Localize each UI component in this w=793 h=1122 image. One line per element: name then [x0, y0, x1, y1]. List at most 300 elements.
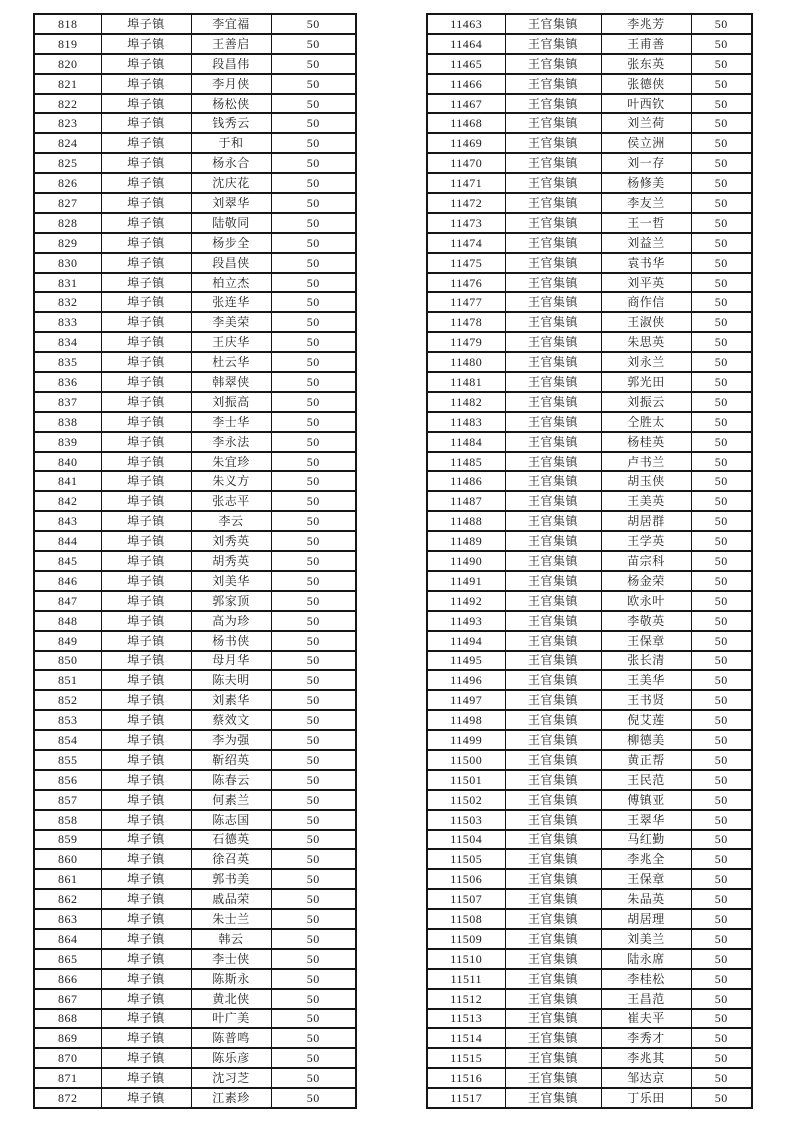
person-name-cell: 李秀才	[601, 1028, 691, 1048]
person-name-cell: 李宜福	[191, 14, 271, 34]
amount-cell: 50	[271, 551, 356, 571]
town-cell: 埠子镇	[101, 551, 191, 571]
amount-cell: 50	[691, 173, 752, 193]
amount-cell: 50	[271, 651, 356, 671]
person-name-cell: 杨永合	[191, 153, 271, 173]
row-id-cell: 858	[34, 810, 101, 830]
table-row	[427, 253, 752, 273]
town-cell: 埠子镇	[101, 452, 191, 472]
table-row	[34, 372, 356, 392]
table-row	[427, 273, 752, 293]
town-cell: 埠子镇	[101, 531, 191, 551]
table-row	[427, 233, 752, 253]
amount-cell: 50	[691, 372, 752, 392]
person-name-cell: 李美荣	[191, 312, 271, 332]
row-id-cell: 872	[34, 1088, 101, 1108]
person-name-cell: 袁书华	[601, 253, 691, 273]
table-row	[427, 153, 752, 173]
row-id-cell: 11500	[427, 750, 505, 770]
town-cell: 王官集镇	[505, 1088, 601, 1108]
amount-cell: 50	[271, 94, 356, 114]
person-name-cell: 胡居群	[601, 511, 691, 531]
town-cell: 王官集镇	[505, 233, 601, 253]
row-id-cell: 11506	[427, 869, 505, 889]
amount-cell: 50	[271, 1028, 356, 1048]
town-cell: 埠子镇	[101, 869, 191, 889]
town-cell: 王官集镇	[505, 909, 601, 929]
person-name-cell: 傅镇亚	[601, 790, 691, 810]
row-id-cell: 820	[34, 54, 101, 74]
town-cell: 王官集镇	[505, 591, 601, 611]
person-name-cell: 刘永兰	[601, 352, 691, 372]
amount-cell: 50	[271, 153, 356, 173]
table-row	[34, 94, 356, 114]
amount-cell: 50	[271, 631, 356, 651]
person-name-cell: 柳德美	[601, 730, 691, 750]
town-cell: 埠子镇	[101, 1088, 191, 1108]
row-id-cell: 838	[34, 412, 101, 432]
person-name-cell: 郭书美	[191, 869, 271, 889]
table-row	[427, 551, 752, 571]
town-cell: 埠子镇	[101, 471, 191, 491]
row-id-cell: 833	[34, 312, 101, 332]
amount-cell: 50	[691, 830, 752, 850]
amount-cell: 50	[691, 113, 752, 133]
row-id-cell: 819	[34, 34, 101, 54]
row-id-cell: 862	[34, 889, 101, 909]
town-cell: 王官集镇	[505, 1028, 601, 1048]
roster-table-left-body	[34, 14, 356, 1108]
table-row	[34, 193, 356, 213]
town-cell: 王官集镇	[505, 551, 601, 571]
table-row	[34, 1068, 356, 1088]
amount-cell: 50	[691, 332, 752, 352]
person-name-cell: 张德侠	[601, 74, 691, 94]
town-cell: 王官集镇	[505, 452, 601, 472]
amount-cell: 50	[271, 352, 356, 372]
table-row	[427, 213, 752, 233]
person-name-cell: 杨书侠	[191, 631, 271, 651]
town-cell: 埠子镇	[101, 34, 191, 54]
table-row	[427, 631, 752, 651]
table-row	[427, 1068, 752, 1088]
person-name-cell: 刘平英	[601, 273, 691, 293]
town-cell: 埠子镇	[101, 253, 191, 273]
amount-cell: 50	[691, 471, 752, 491]
person-name-cell: 王保章	[601, 869, 691, 889]
amount-cell: 50	[271, 710, 356, 730]
person-name-cell: 段昌伟	[191, 54, 271, 74]
amount-cell: 50	[691, 432, 752, 452]
person-name-cell: 杨步全	[191, 233, 271, 253]
town-cell: 埠子镇	[101, 432, 191, 452]
town-cell: 王官集镇	[505, 830, 601, 850]
amount-cell: 50	[271, 253, 356, 273]
row-id-cell: 841	[34, 471, 101, 491]
person-name-cell: 刘美兰	[601, 929, 691, 949]
table-row	[34, 471, 356, 491]
person-name-cell: 陈乐彦	[191, 1048, 271, 1068]
table-row	[34, 810, 356, 830]
amount-cell: 50	[271, 392, 356, 412]
town-cell: 埠子镇	[101, 631, 191, 651]
person-name-cell: 刘美华	[191, 571, 271, 591]
town-cell: 埠子镇	[101, 1028, 191, 1048]
person-name-cell: 陈普鸣	[191, 1028, 271, 1048]
person-name-cell: 陈斯永	[191, 969, 271, 989]
amount-cell: 50	[691, 452, 752, 472]
person-name-cell: 王甫善	[601, 34, 691, 54]
town-cell: 王官集镇	[505, 790, 601, 810]
town-cell: 王官集镇	[505, 949, 601, 969]
amount-cell: 50	[271, 849, 356, 869]
table-row	[427, 452, 752, 472]
person-name-cell: 于和	[191, 133, 271, 153]
town-cell: 王官集镇	[505, 253, 601, 273]
table-row	[427, 929, 752, 949]
table-row	[34, 929, 356, 949]
row-id-cell: 856	[34, 770, 101, 790]
amount-cell: 50	[271, 511, 356, 531]
person-name-cell: 张连华	[191, 292, 271, 312]
town-cell: 王官集镇	[505, 412, 601, 432]
amount-cell: 50	[271, 571, 356, 591]
amount-cell: 50	[271, 233, 356, 253]
amount-cell: 50	[691, 889, 752, 909]
person-name-cell: 叶西钦	[601, 94, 691, 114]
amount-cell: 50	[271, 54, 356, 74]
table-row	[34, 611, 356, 631]
row-id-cell: 837	[34, 392, 101, 412]
row-id-cell: 11497	[427, 690, 505, 710]
table-row	[427, 750, 752, 770]
town-cell: 埠子镇	[101, 611, 191, 631]
row-id-cell: 839	[34, 432, 101, 452]
town-cell: 王官集镇	[505, 690, 601, 710]
table-row	[427, 869, 752, 889]
person-name-cell: 王民范	[601, 770, 691, 790]
person-name-cell: 张长清	[601, 651, 691, 671]
town-cell: 王官集镇	[505, 113, 601, 133]
row-id-cell: 854	[34, 730, 101, 750]
town-cell: 王官集镇	[505, 631, 601, 651]
town-cell: 埠子镇	[101, 372, 191, 392]
row-id-cell: 11517	[427, 1088, 505, 1108]
person-name-cell: 欧永叶	[601, 591, 691, 611]
town-cell: 王官集镇	[505, 173, 601, 193]
person-name-cell: 陆永席	[601, 949, 691, 969]
table-row	[427, 352, 752, 372]
row-id-cell: 849	[34, 631, 101, 651]
person-name-cell: 刘兰荷	[601, 113, 691, 133]
town-cell: 王官集镇	[505, 74, 601, 94]
table-row	[427, 690, 752, 710]
table-row	[427, 392, 752, 412]
row-id-cell: 11507	[427, 889, 505, 909]
amount-cell: 50	[271, 113, 356, 133]
town-cell: 埠子镇	[101, 273, 191, 293]
table-row	[34, 909, 356, 929]
person-name-cell: 李永法	[191, 432, 271, 452]
person-name-cell: 刘振云	[601, 392, 691, 412]
row-id-cell: 827	[34, 193, 101, 213]
person-name-cell: 刘振高	[191, 392, 271, 412]
town-cell: 王官集镇	[505, 531, 601, 551]
amount-cell: 50	[271, 1048, 356, 1068]
town-cell: 王官集镇	[505, 571, 601, 591]
person-name-cell: 陈夫明	[191, 670, 271, 690]
town-cell: 王官集镇	[505, 153, 601, 173]
town-cell: 王官集镇	[505, 273, 601, 293]
amount-cell: 50	[271, 810, 356, 830]
row-id-cell: 846	[34, 571, 101, 591]
amount-cell: 50	[691, 1028, 752, 1048]
row-id-cell: 825	[34, 153, 101, 173]
amount-cell: 50	[691, 312, 752, 332]
roster-table-left	[33, 13, 357, 1109]
table-row	[34, 631, 356, 651]
amount-cell: 50	[271, 611, 356, 631]
table-row	[34, 412, 356, 432]
person-name-cell: 陈春云	[191, 770, 271, 790]
amount-cell: 50	[691, 690, 752, 710]
person-name-cell: 朱义方	[191, 471, 271, 491]
amount-cell: 50	[691, 1068, 752, 1088]
row-id-cell: 11470	[427, 153, 505, 173]
person-name-cell: 韩翠侠	[191, 372, 271, 392]
amount-cell: 50	[691, 292, 752, 312]
amount-cell: 50	[691, 511, 752, 531]
table-row	[427, 810, 752, 830]
amount-cell: 50	[691, 253, 752, 273]
town-cell: 王官集镇	[505, 372, 601, 392]
town-cell: 王官集镇	[505, 651, 601, 671]
table-row	[427, 193, 752, 213]
town-cell: 王官集镇	[505, 292, 601, 312]
town-cell: 王官集镇	[505, 213, 601, 233]
person-name-cell: 刘秀英	[191, 531, 271, 551]
table-row	[427, 1088, 752, 1108]
table-row	[34, 113, 356, 133]
row-id-cell: 845	[34, 551, 101, 571]
row-id-cell: 11512	[427, 989, 505, 1009]
table-row	[34, 511, 356, 531]
row-id-cell: 865	[34, 949, 101, 969]
person-name-cell: 李敬英	[601, 611, 691, 631]
town-cell: 埠子镇	[101, 889, 191, 909]
row-id-cell: 11473	[427, 213, 505, 233]
person-name-cell: 王善启	[191, 34, 271, 54]
town-cell: 埠子镇	[101, 312, 191, 332]
row-id-cell: 824	[34, 133, 101, 153]
amount-cell: 50	[271, 730, 356, 750]
roster-table-right	[426, 13, 753, 1109]
table-row	[34, 14, 356, 34]
amount-cell: 50	[691, 969, 752, 989]
row-id-cell: 11492	[427, 591, 505, 611]
amount-cell: 50	[691, 790, 752, 810]
row-id-cell: 11494	[427, 631, 505, 651]
person-name-cell: 陆敬同	[191, 213, 271, 233]
row-id-cell: 11487	[427, 491, 505, 511]
amount-cell: 50	[271, 830, 356, 850]
person-name-cell: 李月侠	[191, 74, 271, 94]
person-name-cell: 仝胜太	[601, 412, 691, 432]
amount-cell: 50	[271, 14, 356, 34]
amount-cell: 50	[271, 949, 356, 969]
table-row	[427, 710, 752, 730]
amount-cell: 50	[271, 1009, 356, 1029]
town-cell: 王官集镇	[505, 849, 601, 869]
person-name-cell: 马红勤	[601, 830, 691, 850]
person-name-cell: 崔夫平	[601, 1009, 691, 1029]
row-id-cell: 831	[34, 273, 101, 293]
person-name-cell: 李兆全	[601, 849, 691, 869]
row-id-cell: 840	[34, 452, 101, 472]
table-row	[34, 730, 356, 750]
table-row	[34, 273, 356, 293]
person-name-cell: 韩云	[191, 929, 271, 949]
person-name-cell: 刘素华	[191, 690, 271, 710]
town-cell: 王官集镇	[505, 14, 601, 34]
amount-cell: 50	[271, 690, 356, 710]
table-row	[427, 830, 752, 850]
amount-cell: 50	[271, 412, 356, 432]
town-cell: 王官集镇	[505, 352, 601, 372]
town-cell: 埠子镇	[101, 491, 191, 511]
row-id-cell: 11488	[427, 511, 505, 531]
table-row	[427, 412, 752, 432]
person-name-cell: 倪艾莲	[601, 710, 691, 730]
row-id-cell: 847	[34, 591, 101, 611]
row-id-cell: 11514	[427, 1028, 505, 1048]
person-name-cell: 朱士兰	[191, 909, 271, 929]
town-cell: 埠子镇	[101, 770, 191, 790]
person-name-cell: 杜云华	[191, 352, 271, 372]
person-name-cell: 段昌侠	[191, 253, 271, 273]
town-cell: 埠子镇	[101, 830, 191, 850]
row-id-cell: 861	[34, 869, 101, 889]
table-row	[427, 949, 752, 969]
table-row	[34, 1009, 356, 1029]
table-row	[427, 969, 752, 989]
row-id-cell: 11463	[427, 14, 505, 34]
town-cell: 埠子镇	[101, 670, 191, 690]
town-cell: 王官集镇	[505, 889, 601, 909]
row-id-cell: 11482	[427, 392, 505, 412]
row-id-cell: 848	[34, 611, 101, 631]
amount-cell: 50	[271, 133, 356, 153]
person-name-cell: 李云	[191, 511, 271, 531]
town-cell: 王官集镇	[505, 392, 601, 412]
person-name-cell: 李士侠	[191, 949, 271, 969]
town-cell: 王官集镇	[505, 1068, 601, 1088]
row-id-cell: 866	[34, 969, 101, 989]
amount-cell: 50	[691, 1048, 752, 1068]
table-row	[34, 750, 356, 770]
amount-cell: 50	[691, 929, 752, 949]
row-id-cell: 11505	[427, 849, 505, 869]
person-name-cell: 张志平	[191, 491, 271, 511]
person-name-cell: 杨金荣	[601, 571, 691, 591]
town-cell: 埠子镇	[101, 153, 191, 173]
table-row	[34, 292, 356, 312]
person-name-cell: 卢书兰	[601, 452, 691, 472]
town-cell: 埠子镇	[101, 989, 191, 1009]
table-row	[427, 790, 752, 810]
table-row	[427, 74, 752, 94]
town-cell: 埠子镇	[101, 193, 191, 213]
table-row	[427, 889, 752, 909]
row-id-cell: 11474	[427, 233, 505, 253]
table-row	[427, 332, 752, 352]
row-id-cell: 11496	[427, 670, 505, 690]
table-row	[427, 491, 752, 511]
table-row	[34, 651, 356, 671]
row-id-cell: 868	[34, 1009, 101, 1029]
amount-cell: 50	[271, 173, 356, 193]
town-cell: 王官集镇	[505, 94, 601, 114]
amount-cell: 50	[691, 849, 752, 869]
amount-cell: 50	[691, 54, 752, 74]
town-cell: 埠子镇	[101, 511, 191, 531]
amount-cell: 50	[691, 392, 752, 412]
table-row	[34, 213, 356, 233]
amount-cell: 50	[271, 372, 356, 392]
row-id-cell: 835	[34, 352, 101, 372]
town-cell: 王官集镇	[505, 730, 601, 750]
amount-cell: 50	[691, 94, 752, 114]
amount-cell: 50	[691, 213, 752, 233]
town-cell: 王官集镇	[505, 929, 601, 949]
person-name-cell: 胡玉侠	[601, 471, 691, 491]
person-name-cell: 何素兰	[191, 790, 271, 810]
table-row	[34, 531, 356, 551]
amount-cell: 50	[271, 292, 356, 312]
person-name-cell: 邹达京	[601, 1068, 691, 1088]
person-name-cell: 朱品英	[601, 889, 691, 909]
amount-cell: 50	[691, 34, 752, 54]
row-id-cell: 830	[34, 253, 101, 273]
row-id-cell: 11468	[427, 113, 505, 133]
table-row	[427, 989, 752, 1009]
amount-cell: 50	[271, 312, 356, 332]
row-id-cell: 11466	[427, 74, 505, 94]
row-id-cell: 11478	[427, 312, 505, 332]
person-name-cell: 郭家顶	[191, 591, 271, 611]
amount-cell: 50	[691, 810, 752, 830]
person-name-cell: 王庆华	[191, 332, 271, 352]
table-row	[34, 710, 356, 730]
person-name-cell: 商作信	[601, 292, 691, 312]
table-row	[427, 113, 752, 133]
row-id-cell: 11481	[427, 372, 505, 392]
person-name-cell: 徐召英	[191, 849, 271, 869]
amount-cell: 50	[271, 34, 356, 54]
amount-cell: 50	[691, 352, 752, 372]
table-row	[34, 571, 356, 591]
town-cell: 埠子镇	[101, 392, 191, 412]
amount-cell: 50	[691, 14, 752, 34]
table-row	[427, 432, 752, 452]
amount-cell: 50	[271, 531, 356, 551]
amount-cell: 50	[271, 750, 356, 770]
town-cell: 埠子镇	[101, 810, 191, 830]
row-id-cell: 11465	[427, 54, 505, 74]
town-cell: 埠子镇	[101, 571, 191, 591]
person-name-cell: 杨松侠	[191, 94, 271, 114]
table-row	[427, 54, 752, 74]
